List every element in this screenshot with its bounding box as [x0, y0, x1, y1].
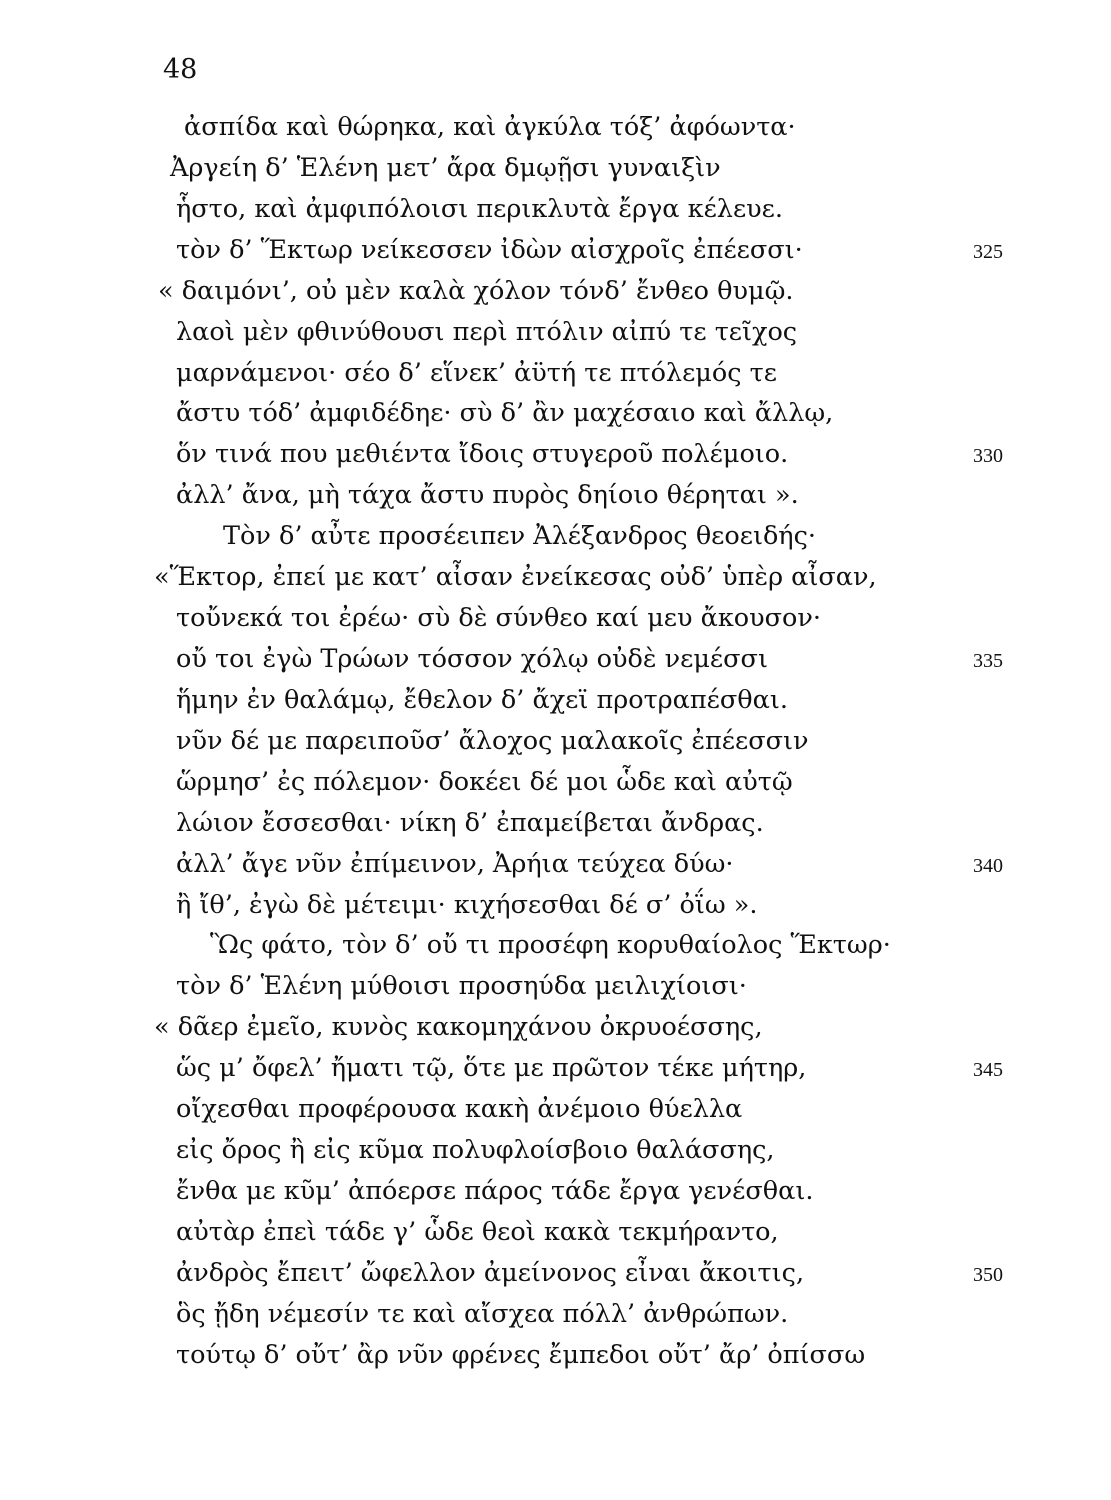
verse-line	[150, 271, 1050, 312]
verse-line	[150, 925, 1050, 966]
line-number: 345	[973, 1059, 1003, 1082]
verse-text: ὥς μ’ ὄφελ’ ἤματι τῷ, ὅτε με πρῶτον τέκε μήτηρ,	[176, 1053, 807, 1084]
verse-text: αὐτὰρ ἐπεὶ τάδε γ’ ὧδε θεοὶ κακὰ τεκμήραντο,	[176, 1216, 779, 1247]
verse-line	[150, 680, 1050, 721]
verse-line	[150, 598, 1050, 639]
verse-text: ἀλλ’ ἄγε νῦν ἐπίμεινον, Ἀρήια τεύχεα δύω·	[176, 848, 734, 879]
verse-line	[150, 434, 1050, 475]
verse-text: τούτῳ δ’ οὔτ’ ἂρ νῦν φρένες ἔμπεδοι οὔτ’ ἄρ’ ὀπίσσω	[176, 1339, 866, 1370]
verse-text: ὃς ᾔδη νέμεσίν τε καὶ αἴσχεα πόλλ’ ἀνθρώπων.	[176, 1298, 789, 1329]
verse-line	[150, 762, 1050, 803]
line-number: 350	[973, 1263, 1003, 1286]
verse-text: « δαιμόνι’, οὐ μὲν καλὰ χόλον τόνδ’ ἔνθεο θυμῷ.	[158, 275, 794, 306]
verse-line	[150, 557, 1050, 598]
line-number: 340	[973, 854, 1003, 877]
verse-line	[150, 803, 1050, 844]
verse-text: ἀνδρὸς ἔπειτ’ ὤφελλον ἀμείνονος εἶναι ἄκοιτις,	[176, 1257, 805, 1288]
verse-text: τὸν δ’ Ἑλένη μύθοισι προσηύδα μειλιχίοισι·	[176, 971, 747, 1002]
verse-text: τὸν δ’ Ἕκτωρ νείκεσσεν ἰδὼν αἰσχροῖς ἐπέεσσι·	[176, 234, 803, 265]
verse-block	[150, 107, 1050, 1376]
verse-line	[150, 1007, 1050, 1048]
verse-line	[150, 1048, 1050, 1089]
verse-line	[150, 516, 1050, 557]
verse-text: Ὣς φάτο, τὸν δ’ οὔ τι προσέφη κορυθαίολος Ἕκτωρ·	[210, 930, 891, 961]
verse-text: νῦν δέ με παρειποῦσ’ ἄλοχος μαλακοῖς ἐπέεσσιν	[176, 725, 809, 756]
verse-line	[150, 230, 1050, 271]
verse-text: ἧστο, καὶ ἀμφιπόλοισι περικλυτὰ ἔργα κέλευε.	[176, 193, 783, 224]
verse-line	[150, 1335, 1050, 1376]
verse-line	[150, 1171, 1050, 1212]
verse-line	[150, 1130, 1050, 1171]
verse-text: ἔνθα με κῦμ’ ἀπόερσε πάρος τάδε ἔργα γενέσθαι.	[176, 1175, 814, 1206]
verse-text: λώιον ἔσσεσθαι· νίκη δ’ ἐπαμείβεται ἄνδρας.	[176, 807, 764, 838]
verse-line	[150, 966, 1050, 1007]
verse-line	[150, 1212, 1050, 1253]
verse-line	[150, 1253, 1050, 1294]
verse-text: οἴχεσθαι προφέρουσα κακὴ ἀνέμοιο θύελλα	[176, 1094, 743, 1125]
verse-text: ἢ ἴθ’, ἐγὼ δὲ μέτειμι· κιχήσεσθαι δέ σ’ ὀΐω ».	[176, 889, 758, 920]
verse-text: Ἀργείη δ’ Ἑλένη μετ’ ἄρα δμῳῇσι γυναιξὶν	[170, 152, 721, 183]
verse-text: ὅν τινά που μεθιέντα ἴδοις στυγεροῦ πολέμοιο.	[176, 439, 789, 470]
verse-text: ἥμην ἐν θαλάμῳ, ἔθελον δ’ ἄχεϊ προτραπέσθαι.	[176, 684, 788, 715]
page-number: 48	[163, 54, 198, 85]
verse-line	[150, 353, 1050, 394]
line-number: 330	[973, 445, 1003, 468]
line-number: 325	[973, 240, 1003, 263]
verse-text: μαρνάμενοι· σέο δ’ εἵνεκ’ ἀϋτή τε πτόλεμός τε	[176, 357, 777, 388]
verse-line	[150, 844, 1050, 885]
line-number: 335	[973, 649, 1003, 672]
verse-line	[150, 148, 1050, 189]
verse-line	[150, 1294, 1050, 1335]
verse-line	[150, 189, 1050, 230]
verse-line	[150, 312, 1050, 353]
verse-line	[150, 639, 1050, 680]
verse-line	[150, 885, 1050, 926]
verse-text: ἀσπίδα καὶ θώρηκα, καὶ ἀγκύλα τόξ’ ἀφόωντα·	[184, 112, 796, 142]
verse-text: «Ἕκτορ, ἐπεί με κατ’ αἶσαν ἐνείκεσας οὐδ’ ὑπὲρ αἶσαν,	[154, 562, 877, 593]
verse-text: εἰς ὄρος ἢ εἰς κῦμα πολυφλοίσβοιο θαλάσσης,	[176, 1135, 775, 1166]
verse-text: Τὸν δ’ αὖτε προσέειπεν Ἀλέξανδρος θεοειδής·	[223, 521, 816, 552]
verse-text: ἄστυ τόδ’ ἀμφιδέδηε· σὺ δ’ ἂν μαχέσαιο καὶ ἄλλῳ,	[176, 398, 834, 429]
verse-line	[150, 107, 1050, 148]
verse-text: λαοὶ μὲν φθινύθουσι περὶ πτόλιν αἰπύ τε τεῖχος	[176, 316, 798, 347]
verse-line	[150, 475, 1050, 516]
verse-line	[150, 393, 1050, 434]
verse-text: ὥρμησ’ ἐς πόλεμον· δοκέει δέ μοι ὧδε καὶ αὐτῷ	[176, 766, 793, 797]
verse-text: « δᾶερ ἐμεῖο, κυνὸς κακομηχάνου ὀκρυοέσσης,	[154, 1012, 763, 1043]
verse-text: οὔ τοι ἐγὼ Τρώων τόσσον χόλῳ οὐδὲ νεμέσσι	[176, 643, 768, 674]
verse-text: τοὔνεκά τοι ἐρέω· σὺ δὲ σύνθεο καί μευ ἄκουσον·	[176, 603, 822, 634]
verse-line	[150, 721, 1050, 762]
verse-line	[150, 1089, 1050, 1130]
verse-text: ἀλλ’ ἄνα, μὴ τάχα ἄστυ πυρὸς δηίοιο θέρηται ».	[176, 480, 799, 511]
